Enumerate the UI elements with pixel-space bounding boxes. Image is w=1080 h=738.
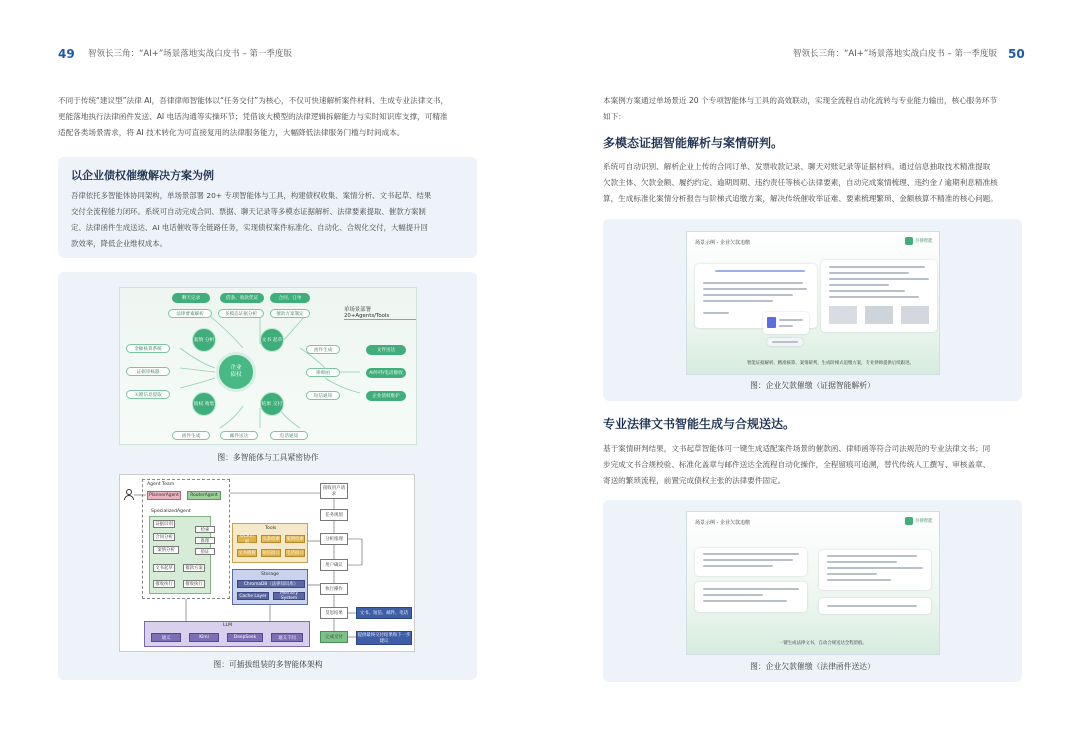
intro-line: 更能落地执行法律函件发送、AI 电话沟通等实操环节；凭借该大模型的法律逻辑拆解能力与实时知识库支撑，可精准 <box>58 112 448 121</box>
flow-step: 用户确认 <box>320 559 348 571</box>
top-outline: 法律要素解析 <box>168 309 212 318</box>
llm-label: LLM <box>223 623 233 628</box>
llm-item: Kimi <box>189 633 219 642</box>
output-box: 提供最终交付结果和下一步建议 <box>357 633 411 644</box>
brand-logo-icon <box>905 237 913 245</box>
storage-item: Cache Layer <box>237 592 269 600</box>
flow-step: 反思结果 <box>320 607 348 619</box>
shot-title: 场景示例 - 企业欠款追缴 <box>695 240 750 246</box>
file-icon <box>767 317 776 328</box>
flow-step: 任务规划 <box>320 509 348 521</box>
specialized-item: 合同分析 <box>153 533 175 541</box>
tools-label: Tools <box>265 526 277 531</box>
tool-item: OCR识别 <box>237 535 257 543</box>
flow-step: 分析推理 <box>320 533 348 545</box>
section2-caption: 图：企业欠款催缴（法律函件送达） <box>750 662 875 671</box>
llm-item: 通义 <box>151 633 181 642</box>
thumbnail-image <box>865 306 893 324</box>
deploy-label: 单场景部署20+Agents/Tools <box>344 305 416 320</box>
brand-name: 吾律智能 <box>915 239 933 244</box>
llm-item: 通义千问 <box>271 633 303 642</box>
tool-item: 文书模板 <box>238 551 256 556</box>
figure2-caption: 图：可插拔组装的多智能体架构 <box>213 660 323 669</box>
top-pill: 借条、收款凭证 <box>220 293 264 303</box>
chat-card-right <box>821 260 937 332</box>
ring-node: 文书 起草 <box>260 328 284 352</box>
section1-paragraph <box>603 159 1023 207</box>
specialized-item: 催收执行 <box>153 580 175 588</box>
bottom-pill: 电话通知 <box>270 431 308 440</box>
case-line: 交付全流程能力闭环。系统可自动完成合同、票据、聊天记录等多模态证据解析、法律要素提取、催款方案制 <box>71 207 426 216</box>
router-box: RouterAgent <box>187 491 221 500</box>
intro-line: 适配各类场景需求，将 AI 技术转化为可直接复用的法律服务能力，大幅降低法律服务门槛与时间成本。 <box>58 128 405 137</box>
section2-line: 基于案情研判结果，文书起草智能体可一键生成适配案件场景的催款函、律师函等符合司法规范的专业法律文书；同 <box>603 444 991 453</box>
right-outline: 律师函 <box>306 368 340 377</box>
specialized-label: SpecializedAgent <box>151 509 191 514</box>
section1-line: 欠款主体、欠款金额、履约约定、逾期周期、违约责任等核心法律要素，自动完成案情梳理、违约金 / 逾期利息精准核 <box>603 178 998 187</box>
chat-card-left <box>695 582 807 612</box>
intro-line: 如下： <box>603 112 626 121</box>
section2-line: 步完成文书合规校验、标准化盖章与邮件送达全流程自动化操作，全程留痕可追溯，替代传统人工撰写、审核盖章、 <box>603 460 991 469</box>
action-chip[interactable] <box>767 338 803 346</box>
left-outline: 证据审核器 <box>126 367 170 376</box>
specialized-item: 催款方案 <box>183 564 205 572</box>
sub-item: 推理 <box>195 537 215 544</box>
figure-agents-tools <box>119 287 417 445</box>
agent-team-label: Agent Team <box>147 482 175 487</box>
section2-paragraph <box>603 441 1023 489</box>
section1-heading: 多模态证据智能解析与案情研判。 <box>603 136 784 150</box>
flow-step: 完成交付 <box>320 631 348 643</box>
section2-line: 寄送的繁琐流程，前置完成债权主张的法律要件固定。 <box>603 476 786 485</box>
left-intro-paragraph <box>58 93 478 141</box>
intro-line: 本案例方案通过单场景近 20 个专项智能体与工具的高效联动，实现全流程自动化流转与专业能力输出，核心服务环节 <box>603 96 998 105</box>
chat-card-right <box>819 598 931 614</box>
specialized-item: 证据识别 <box>153 520 175 528</box>
right-pill: 企业债权维护 <box>366 391 406 401</box>
flow-step: 执行操作 <box>320 583 348 595</box>
shot-highlight: 智能证据解析、精准核算、案情研判，生成阶梯式追缴方案，专业律师提供后续跟进。 <box>747 361 914 366</box>
sub-item: 检索 <box>195 526 215 533</box>
top-outline: 多模态证据分析 <box>218 309 264 318</box>
shot-title: 场景示例 - 企业欠款追缴 <box>695 520 750 526</box>
case-line: 定、法律函件生成送达、AI 电话催收等全链路任务，实现债权案件标准化、自动化、合规化交付，大幅提升回 <box>71 223 428 232</box>
top-pill: 合同、订单 <box>270 293 310 303</box>
orchestrator-box: PlannerAgent <box>147 491 181 500</box>
storage-label: Storage <box>261 572 279 577</box>
right-pill: AI外呼/电话催收 <box>366 368 406 378</box>
chat-card-right <box>819 550 931 590</box>
section1-caption: 图：企业欠款催缴（证据智能解析） <box>750 381 875 390</box>
tool-item: 法条检索 <box>262 537 280 542</box>
specialized-item: 案情分析 <box>153 546 179 554</box>
right-page-number: 50 <box>1008 47 1025 61</box>
section1-line: 算，生成标准化案情分析报告与阶梯式追缴方案，解决传统催收举证难、要素梳理繁琐、金额核算不精准的核心问题。 <box>603 194 998 203</box>
tool-item: 电话接口 <box>286 551 304 556</box>
case-line: 吾律依托多智能体协同架构，单场景部署 20+ 专项智能体与工具，构建债权收集、案情分析、文书起草、结果 <box>71 191 432 200</box>
brand-name: 吾律智能 <box>915 519 933 524</box>
section1-line: 系统可自动识别、解析企业上传的合同订单、发票收款记录、聊天对账记录等证据材料。通过信息抽取技术精准提取 <box>603 162 991 171</box>
file-card <box>763 312 809 334</box>
intro-line: 不同于传统“建议型”法律 AI，吾律律师智能体以“任务交付”为核心，不仅可快速解析案件材料、生成专业法律文书， <box>58 96 449 105</box>
bottom-pill: 邮件送达 <box>220 431 258 440</box>
figure1-caption: 图：多智能体与工具紧密协作 <box>217 453 319 462</box>
output-box: 文书、短信、邮件、电话 <box>356 607 412 619</box>
center-node: 企业 债权 <box>216 352 256 392</box>
right-pill: 文件送达 <box>366 345 406 355</box>
left-page-number: 49 <box>58 47 75 61</box>
top-outline: 催款方案制定 <box>270 309 310 318</box>
right-running-header: 智领长三角：“AI+”场景落地实战白皮书 – 第一季度版 <box>793 49 997 59</box>
architecture-arrows <box>120 475 416 653</box>
section2-heading: 专业法律文书智能生成与合规送达。 <box>603 417 796 431</box>
tool-item: 短信接口 <box>262 551 280 556</box>
left-running-header: 智领长三角：“AI+”场景落地实战白皮书 – 第一季度版 <box>88 49 292 59</box>
storage-item: ChromaDB（法律知识库） <box>237 580 305 588</box>
flow-step: 接收用户请求 <box>320 483 348 499</box>
figure-architecture <box>119 474 415 652</box>
case-body <box>71 188 464 252</box>
specialized-item: 催收执行 <box>183 580 205 588</box>
chat-card-left <box>695 548 807 576</box>
specialized-item: 文书起草 <box>153 564 175 572</box>
section2-screenshot <box>686 511 940 655</box>
thumbnail-image <box>829 306 857 324</box>
right-outline: 短信通知 <box>306 391 340 400</box>
sub-item: 验证 <box>195 548 215 555</box>
top-pill: 聊天记录 <box>172 293 210 303</box>
tool-item: 案例检索 <box>286 537 304 542</box>
bottom-pill: 函件生成 <box>172 431 210 440</box>
case-line: 款效率，降低企业维权成本。 <box>71 239 168 248</box>
ring-node: 结果 交付 <box>260 392 284 416</box>
section1-screenshot <box>686 231 940 375</box>
case-title: 以企业债权催缴解决方案为例 <box>71 169 214 182</box>
thumbnail-image <box>901 306 929 324</box>
brand-logo-icon <box>905 517 913 525</box>
shot-highlight: 一键生成法律文书，自动合规送达全程留痕。 <box>779 641 867 646</box>
llm-item: DeepSeek <box>227 633 263 642</box>
left-outline: 金额核算系统 <box>126 344 170 353</box>
ring-node: 债权 收集 <box>192 392 216 416</box>
ring-node: 案情 分析 <box>192 328 216 352</box>
right-outline: 函件生成 <box>306 345 340 354</box>
right-intro-paragraph <box>603 93 1023 125</box>
left-outline: 关键信息提取 <box>126 390 170 399</box>
case-callout <box>58 157 477 258</box>
storage-item: Memory System <box>273 592 305 600</box>
